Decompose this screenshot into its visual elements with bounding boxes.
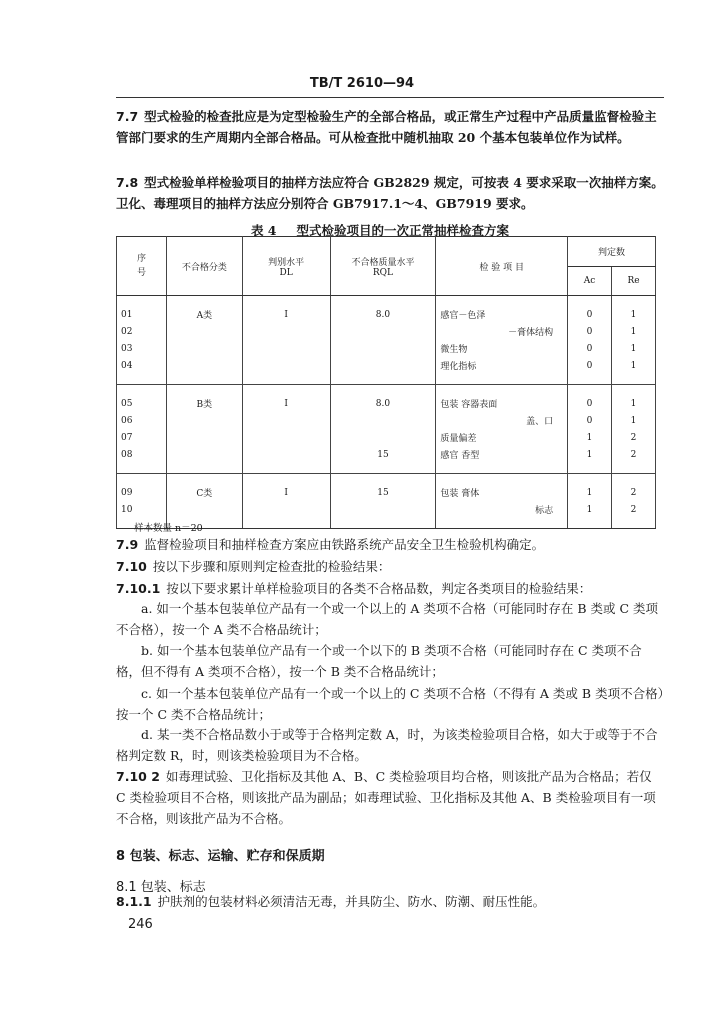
header-rule: [116, 97, 664, 98]
paragraph-7-10-2: [116, 766, 664, 829]
table-row: 08 15 感官 香型 1 2: [117, 446, 656, 463]
clause-number: 7.10.1: [116, 581, 161, 596]
header-items: 检 验 项 目: [436, 237, 568, 296]
table-number: 表 4: [250, 223, 277, 238]
document-header: TB/T 2610—94: [309, 76, 415, 91]
table-row: 01 A类 Ⅰ 8.0 感官－色泽 0 1: [117, 306, 656, 323]
header-seq: 序 号: [117, 237, 167, 296]
section-8-1-heading: 8.1 包装、标志: [116, 880, 206, 895]
paragraph-7-10: [116, 556, 664, 577]
clause-text: 型式检验的检查批应是为定型检验生产的全部合格品，或正常生产过程中产品质量监督检验主管部门要求的生产周期内全部合格品。可从检查批中随机抽取 20 个基本包装单位作为试样。: [116, 109, 657, 145]
clause-text: 监督检验项目和抽样检查方案应由铁路系统产品安全卫生检验机构确定。: [144, 537, 545, 552]
page-number: 246: [128, 917, 153, 932]
clause-number: 7.10: [116, 559, 147, 574]
table-row: 07 质量偏差 1 2: [117, 429, 656, 446]
section-8-heading: 8 包装、标志、运输、贮存和保质期: [116, 849, 325, 864]
paragraph-7-8: [116, 172, 664, 214]
table-row: 06 盖、口 0 1: [117, 412, 656, 429]
clause-number: 7.8: [116, 175, 139, 190]
clause-number: 7.9: [116, 537, 139, 552]
clause-number: 8.1.1: [116, 894, 152, 909]
paragraph-7-10-1: [116, 578, 664, 599]
table-row: 04 理化指标 0 1: [117, 357, 656, 374]
clause-text: 型式检验单样检验项目的抽样方法应符合 GB2829 规定，可按表 4 要求采取一次抽样方案。卫化、毒理项目的抽样方法应分别符合 GB7917.1～4、GB7919 要求。: [116, 175, 664, 211]
header-dl: 判别水平 DL: [242, 237, 330, 296]
sampling-plan-table: [116, 236, 656, 529]
header-class: 不合格分类: [166, 237, 242, 296]
clause-number: 7.7: [116, 109, 139, 124]
clause-text: 按以下步骤和原则判定检查批的检验结果：: [152, 559, 391, 574]
paragraph-7-7: [116, 106, 664, 148]
item-d: d. 某一类不合格品数小于或等于合格判定数 A，时，为该类检验项目合格，如大于或等于不合格判定数 R，时，则该类检验项目为不合格。: [116, 727, 658, 763]
table-note: 样本数量 n＝20: [134, 523, 203, 534]
table-row: 10 标志 1 2: [117, 501, 656, 518]
item-a: a. 如一个基本包装单位产品有一个或一个以上的 A 类项不合格（可能同时存在 B 类或 C 类项不合格），按一个 A 类不合格品统计；: [116, 601, 659, 637]
clause-number: 7.10 2: [116, 769, 160, 784]
header-judge: 判定数: [568, 237, 656, 267]
clause-text: 如毒理试验、卫化指标及其他 A、B、C 类检验项目均合格，则该批产品为合格品；若仅 C 类检验项目不合格，则该批产品为副品；如毒理试验、卫化指标及其他 A、B 类检验项目有一项不合格，则该批产品为不合格。: [116, 769, 656, 826]
paragraph-7-9: [116, 534, 664, 555]
header-re: Re: [612, 267, 656, 296]
table-row: 09 C类 Ⅰ 15 包装 膏体 1 2: [117, 484, 656, 501]
item-c: c. 如一个基本包装单位产品有一个或一个以上的 C 类项不合格（不得有 A 类或 B 类项不合格）按一个 C 类不合格品统计；: [116, 686, 664, 722]
clause-text: 护肤剂的包装材料必须清洁无毒，并具防尘、防水、防潮、耐压性能。: [157, 894, 546, 909]
table-row: 02 －膏体结构 0 1: [117, 323, 656, 340]
header-rql: 不合格质量水平 RQL: [330, 237, 436, 296]
header-ac: Ac: [568, 267, 612, 296]
table-row: 05 B类 Ⅰ 8.0 包装 容器表面 0 1: [117, 395, 656, 412]
clause-text: 按以下要求累计单样检验项目的各类不合格品数，判定各类项目的检验结果：: [166, 581, 592, 596]
item-b: b. 如一个基本包装单位产品有一个或一个以下的 B 类项不合格（可能同时存在 C 类项不合格，但不得有 A 类项不合格），按一个 B 类不合格品统计；: [116, 643, 642, 679]
paragraph-8-1-1: [116, 891, 664, 912]
table-row: 03 微生物 0 1: [117, 340, 656, 357]
table-title: 型式检验项目的一次正常抽样检查方案: [296, 223, 510, 238]
